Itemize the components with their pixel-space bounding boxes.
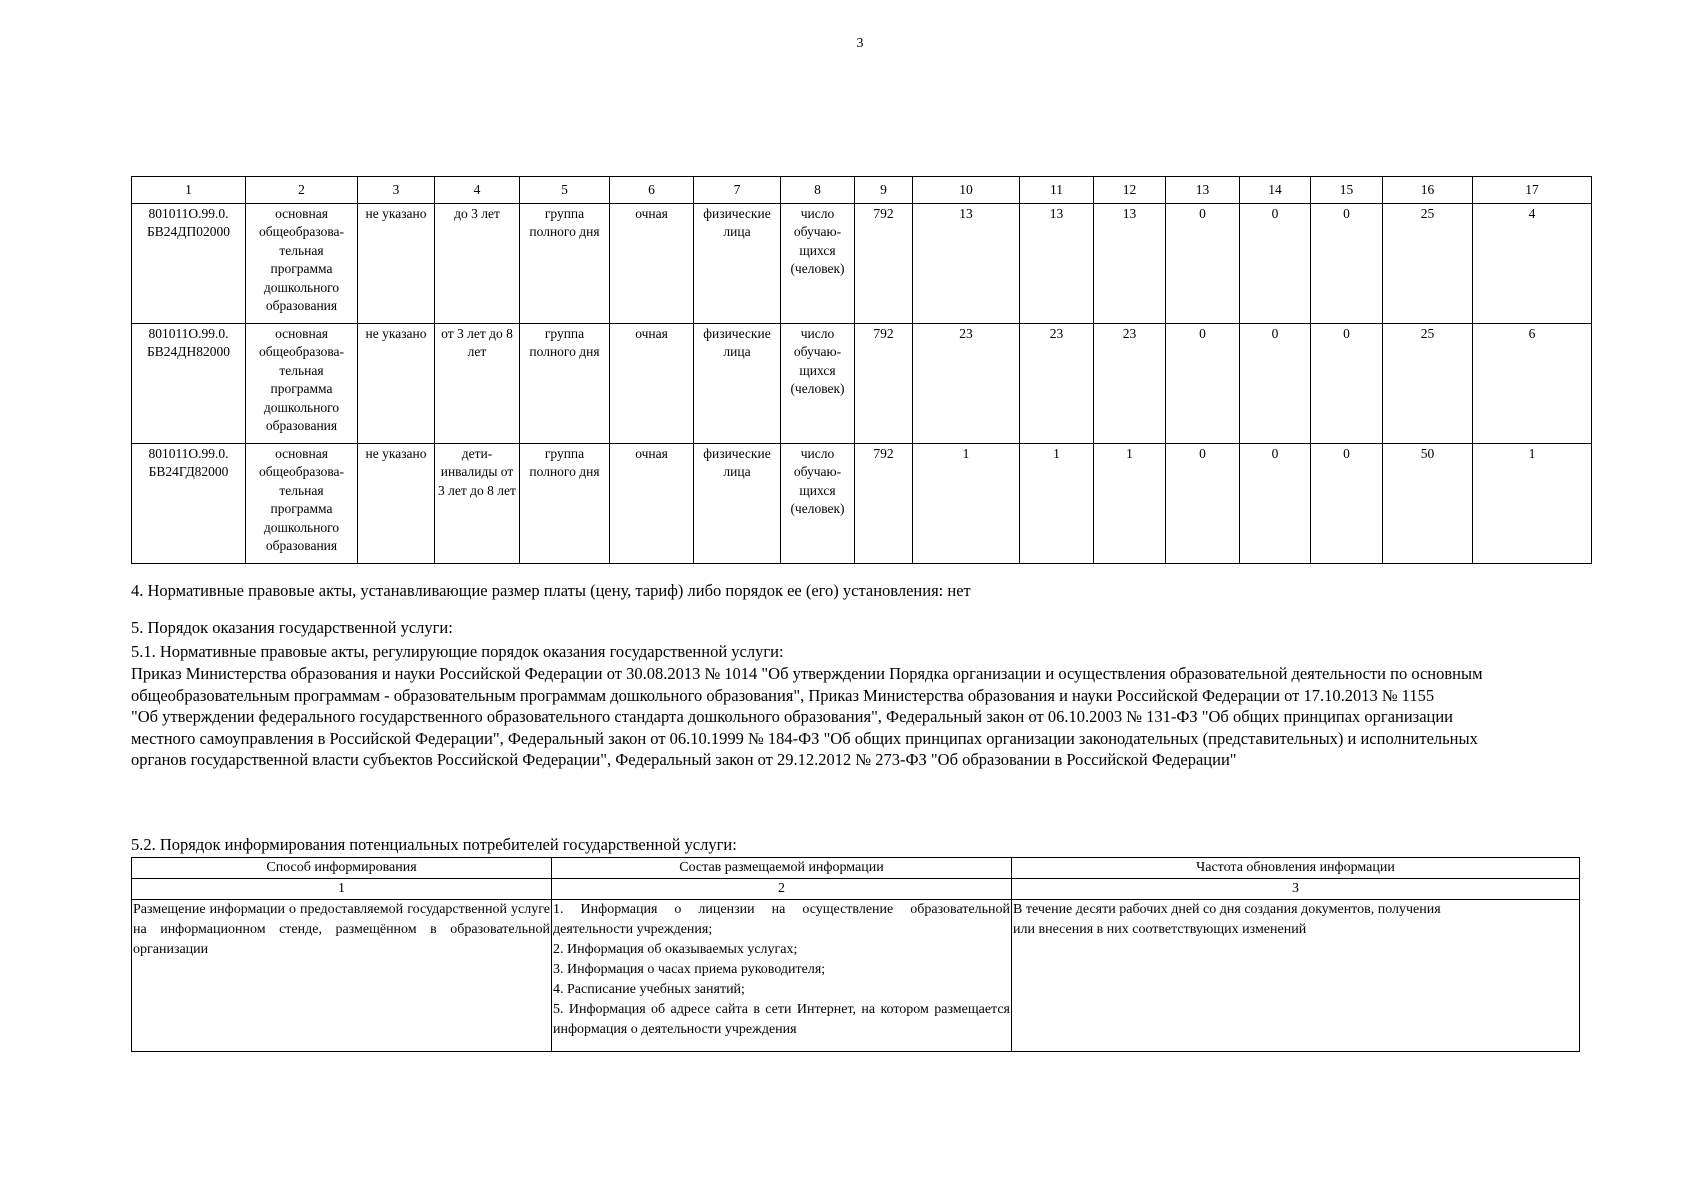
frequency-line: В течение десяти рабочих дней со дня создания документов, получения bbox=[1013, 902, 1441, 917]
frequency-line: или внесения в них соответствующих изменений bbox=[1013, 922, 1307, 937]
table-cell: 0 bbox=[1311, 444, 1383, 564]
column-number: 17 bbox=[1473, 177, 1592, 204]
table-cell: группа полного дня bbox=[520, 324, 610, 444]
table-cell: 13 bbox=[913, 204, 1020, 324]
table-cell: от 3 лет до 8 лет bbox=[435, 324, 520, 444]
table-cell: 1 bbox=[1020, 444, 1094, 564]
table-row bbox=[132, 324, 1592, 444]
table-cell: основная общеобразова-тельная программа дошкольного образования bbox=[246, 444, 358, 564]
list-item: 2. Информация об оказываемых услугах; bbox=[553, 942, 798, 957]
column-number: 2 bbox=[246, 177, 358, 204]
column-number: 9 bbox=[855, 177, 913, 204]
column-number: 8 bbox=[781, 177, 855, 204]
paragraph-line: органов государственной власти субъектов Российской Федерации", Федеральный закон от 29.12.2012 № 273-ФЗ "Об образовании в Российской Федерации" bbox=[131, 750, 1237, 770]
paragraph-line: "Об утверждении федерального государственного образовательного стандарта дошкольного образования", Федеральный закон от 06.10.2003 № 131-ФЗ "Об общих принципах организации bbox=[131, 707, 1454, 727]
table-cell: дети-инвалиды от 3 лет до 8 лет bbox=[435, 444, 520, 564]
table-cell: 50 bbox=[1383, 444, 1473, 564]
update-frequency-cell bbox=[1012, 900, 1580, 1052]
table-cell: не указано bbox=[358, 204, 435, 324]
column-header: Способ информирования bbox=[132, 858, 552, 879]
section-5-2-heading: 5.2. Порядок информирования потенциальных потребителей государственной услуги: bbox=[131, 835, 737, 854]
table-cell: число обучаю-щихся (человек) bbox=[781, 204, 855, 324]
table-cell: основная общеобразова-тельная программа дошкольного образования bbox=[246, 204, 358, 324]
column-header: Частота обновления информации bbox=[1012, 858, 1580, 879]
table-row bbox=[132, 900, 1580, 1052]
table-cell: 13 bbox=[1094, 204, 1166, 324]
informing-content-cell bbox=[552, 900, 1012, 1052]
table-cell: 0 bbox=[1166, 204, 1240, 324]
table-cell: 13 bbox=[1020, 204, 1094, 324]
column-number: 16 bbox=[1383, 177, 1473, 204]
table-cell: 0 bbox=[1311, 324, 1383, 444]
table-header-row bbox=[132, 177, 1592, 204]
table-cell: 6 bbox=[1473, 324, 1592, 444]
column-number: 1 bbox=[132, 879, 552, 900]
table-cell: 25 bbox=[1383, 324, 1473, 444]
legal-acts-paragraph bbox=[131, 663, 1591, 771]
column-number: 3 bbox=[1012, 879, 1580, 900]
indicators-table bbox=[131, 176, 1592, 564]
table-cell: 23 bbox=[913, 324, 1020, 444]
table-cell: не указано bbox=[358, 444, 435, 564]
column-number: 11 bbox=[1020, 177, 1094, 204]
table-cell: до 3 лет bbox=[435, 204, 520, 324]
table-cell: 792 bbox=[855, 444, 913, 564]
table-cell: 4 bbox=[1473, 204, 1592, 324]
informing-method-cell: Размещение информации о предоставляемой государственной услуге на информационном стенде, размещённом в образовательной организации bbox=[132, 900, 552, 1052]
table-cell: 0 bbox=[1240, 324, 1311, 444]
section-5-heading: 5. Порядок оказания государственной услуги: bbox=[131, 618, 453, 637]
table-cell: 0 bbox=[1240, 444, 1311, 564]
list-item: 5. Информация об адресе сайта в сети Интернет, на котором размещается информация о деятельности учреждения bbox=[553, 1002, 1010, 1037]
table-cell: 1 bbox=[1473, 444, 1592, 564]
section-5-1-heading: 5.1. Нормативные правовые акты, регулирующие порядок оказания государственной услуги: bbox=[131, 642, 784, 661]
table-cell: 23 bbox=[1020, 324, 1094, 444]
column-header: Состав размещаемой информации bbox=[552, 858, 1012, 879]
table-cell: 0 bbox=[1166, 324, 1240, 444]
page-number: 3 bbox=[856, 36, 864, 51]
table-cell: 792 bbox=[855, 324, 913, 444]
table-cell: число обучаю-щихся (человек) bbox=[781, 444, 855, 564]
table-cell: основная общеобразова-тельная программа дошкольного образования bbox=[246, 324, 358, 444]
table-cell: 0 bbox=[1240, 204, 1311, 324]
table-cell: 801011О.99.0. БВ24ГД82000 bbox=[132, 444, 246, 564]
table-cell: 801011О.99.0. БВ24ДП02000 bbox=[132, 204, 246, 324]
paragraph-line: общеобразовательным программам - образовательным программам дошкольного образования", Приказ Министерства образования и науки Российской Федерации от 17.10.2013 № 1155 bbox=[131, 685, 1435, 705]
table-cell: не указано bbox=[358, 324, 435, 444]
table-cell: физические лица bbox=[694, 324, 781, 444]
table-header-row bbox=[132, 858, 1580, 879]
paragraph-line: Приказ Министерства образования и науки Российской Федерации от 30.08.2013 № 1014 "Об утверждении Порядка организации и осуществления образовательной деятельности по основным bbox=[131, 664, 1483, 683]
column-number: 15 bbox=[1311, 177, 1383, 204]
table-cell: группа полного дня bbox=[520, 204, 610, 324]
list-item: 3. Информация о часах приема руководителя; bbox=[553, 962, 826, 977]
table-cell: 1 bbox=[1094, 444, 1166, 564]
column-number: 6 bbox=[610, 177, 694, 204]
list-item: 4. Расписание учебных занятий; bbox=[553, 982, 745, 997]
column-number: 10 bbox=[913, 177, 1020, 204]
table-cell: очная bbox=[610, 204, 694, 324]
informing-table bbox=[131, 857, 1580, 1052]
table-row bbox=[132, 204, 1592, 324]
paragraph-line: местного самоуправления в Российской Федерации", Федеральный закон от 06.10.1999 № 184-ФЗ "Об общих принципах организации законодательных (представительных) и исполнительных bbox=[131, 728, 1478, 748]
table-cell: 0 bbox=[1311, 204, 1383, 324]
column-number: 7 bbox=[694, 177, 781, 204]
column-number: 14 bbox=[1240, 177, 1311, 204]
section-4-text: 4. Нормативные правовые акты, устанавливающие размер платы (цену, тариф) либо порядок ее (его) установления: нет bbox=[131, 581, 971, 600]
table-cell: 23 bbox=[1094, 324, 1166, 444]
table-cell: 1 bbox=[913, 444, 1020, 564]
table-cell: число обучаю-щихся (человек) bbox=[781, 324, 855, 444]
list-item: 1. Информация о лицензии на осуществление образовательной деятельности учреждения; bbox=[553, 902, 1010, 937]
table-cell: 25 bbox=[1383, 204, 1473, 324]
column-number: 12 bbox=[1094, 177, 1166, 204]
table-cell: очная bbox=[610, 444, 694, 564]
column-number: 2 bbox=[552, 879, 1012, 900]
column-number: 3 bbox=[358, 177, 435, 204]
table-cell: группа полного дня bbox=[520, 444, 610, 564]
column-number: 1 bbox=[132, 177, 246, 204]
table-cell: физические лица bbox=[694, 204, 781, 324]
column-number: 13 bbox=[1166, 177, 1240, 204]
table-cell: 792 bbox=[855, 204, 913, 324]
table-cell: 801011О.99.0. БВ24ДН82000 bbox=[132, 324, 246, 444]
column-number-row bbox=[132, 879, 1580, 900]
table-cell: физические лица bbox=[694, 444, 781, 564]
table-cell: 0 bbox=[1166, 444, 1240, 564]
column-number: 4 bbox=[435, 177, 520, 204]
table-cell: очная bbox=[610, 324, 694, 444]
table-row bbox=[132, 444, 1592, 564]
column-number: 5 bbox=[520, 177, 610, 204]
